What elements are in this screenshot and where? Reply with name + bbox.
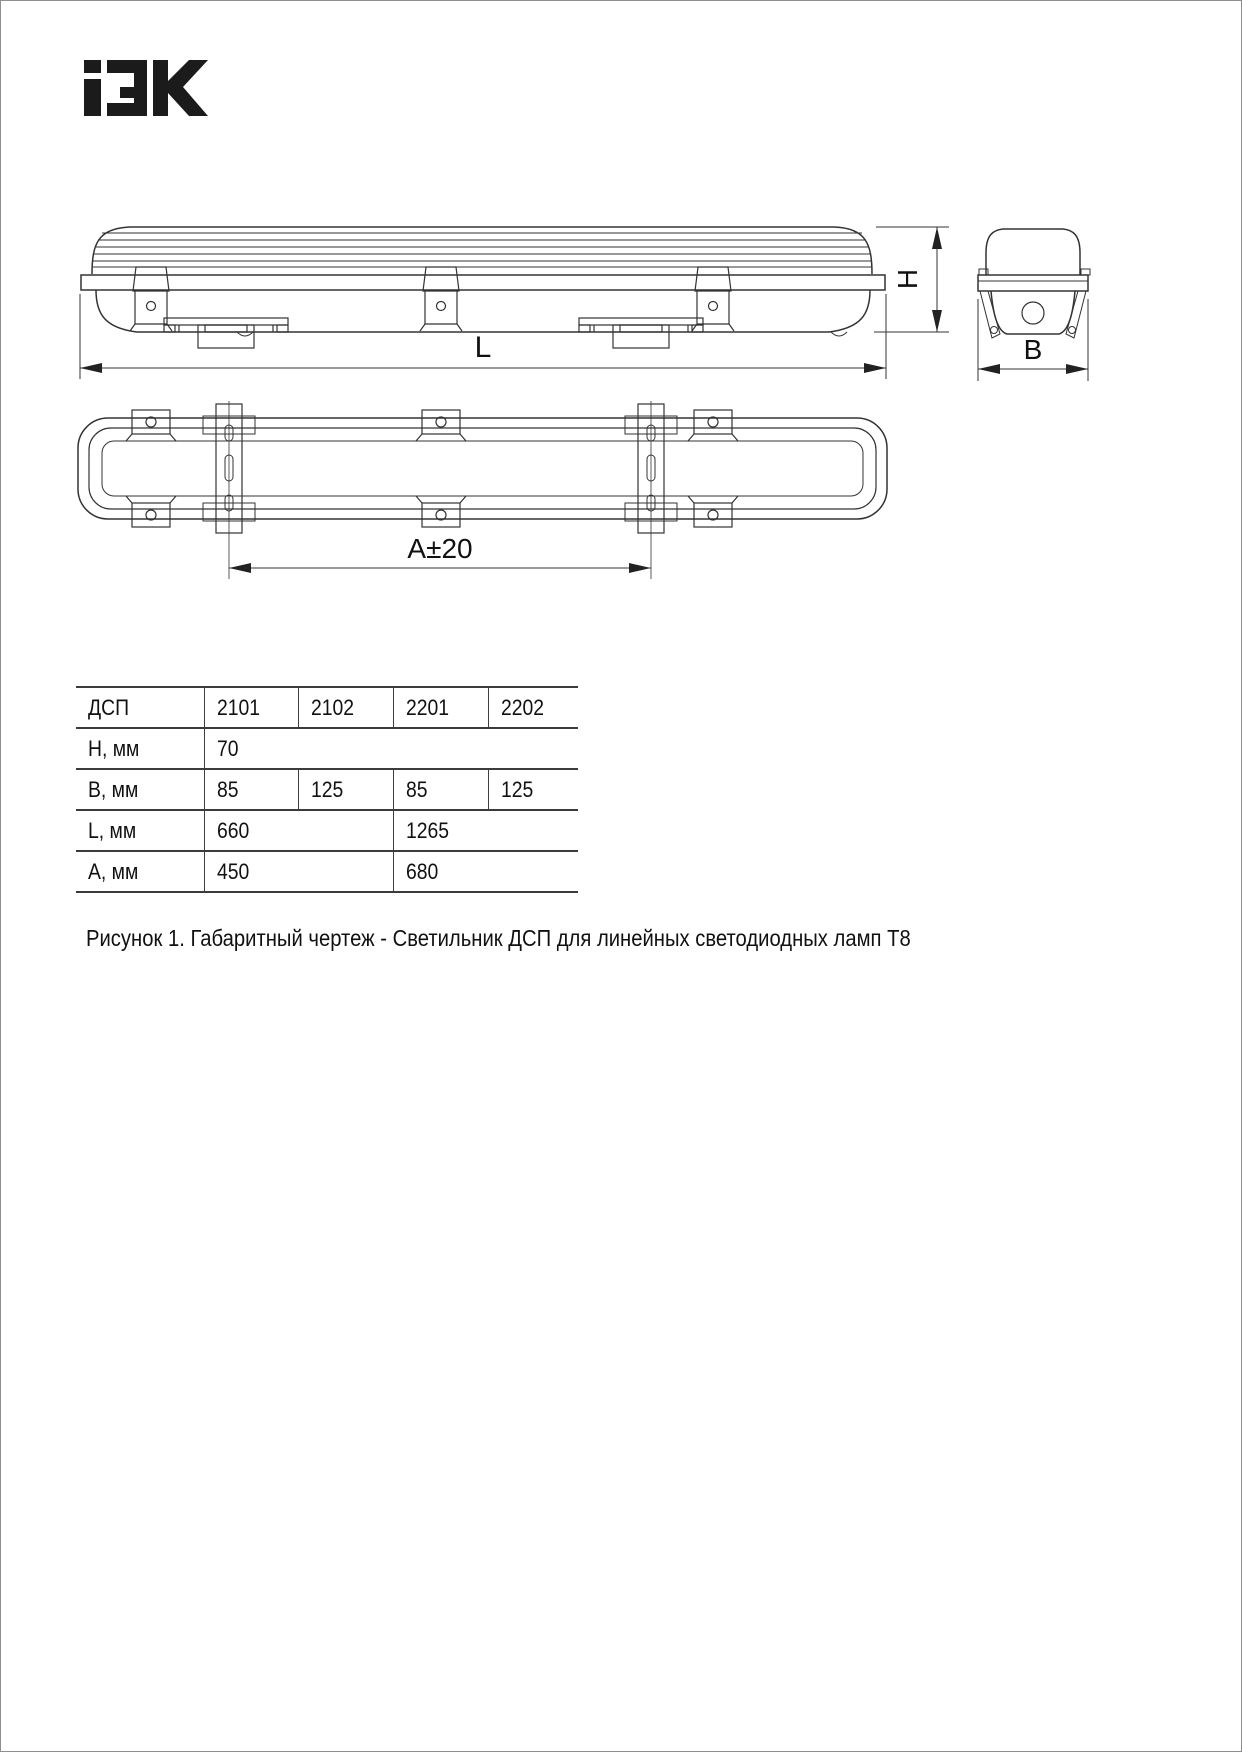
cell-value: 70 [204, 728, 578, 769]
cell-model: 2101 [204, 687, 298, 728]
cell-dim-label: A, мм [76, 851, 204, 892]
cell-series-label: ДСП [76, 687, 204, 728]
table-row-model [76, 687, 578, 728]
dimensions-table [76, 686, 578, 893]
fixing-clips [130, 267, 734, 331]
iek-logo [84, 60, 208, 116]
cell-dim-label: L, мм [76, 810, 204, 851]
dim-label-b: B [1023, 334, 1043, 365]
end-latches [980, 291, 1086, 338]
cell-value: 680 [393, 851, 578, 892]
bottom-latches [164, 318, 703, 348]
cell-value: 85 [393, 769, 488, 810]
bottom-view [78, 401, 887, 579]
cell-dim-label: H, мм [76, 728, 204, 769]
end-view [978, 229, 1090, 338]
cell-value: 450 [204, 851, 393, 892]
table-row-l [76, 810, 578, 851]
table-row-b [76, 769, 578, 810]
table-row-h [76, 728, 578, 769]
technical-drawing [1, 1, 1242, 601]
figure-caption: Рисунок 1. Габаритный чертеж - Светильник ДСП для линейных светодиодных ламп Т8 [86, 925, 911, 951]
cell-model: 2202 [488, 687, 578, 728]
dimension-l [80, 294, 886, 379]
mounting-straps [203, 404, 677, 533]
table-row-a [76, 851, 578, 892]
cell-value: 1265 [393, 810, 578, 851]
cell-value: 660 [204, 810, 393, 851]
dim-label-a: A±20 [407, 533, 473, 564]
cell-value: 85 [204, 769, 298, 810]
cell-value: 125 [488, 769, 578, 810]
side-view [81, 227, 885, 348]
cell-dim-label: B, мм [76, 769, 204, 810]
dimension-a [229, 533, 651, 573]
dim-label-l: L [474, 331, 492, 364]
cell-model: 2201 [393, 687, 488, 728]
cell-model: 2102 [298, 687, 393, 728]
dim-label-h: H [892, 268, 923, 290]
cell-value: 125 [298, 769, 393, 810]
